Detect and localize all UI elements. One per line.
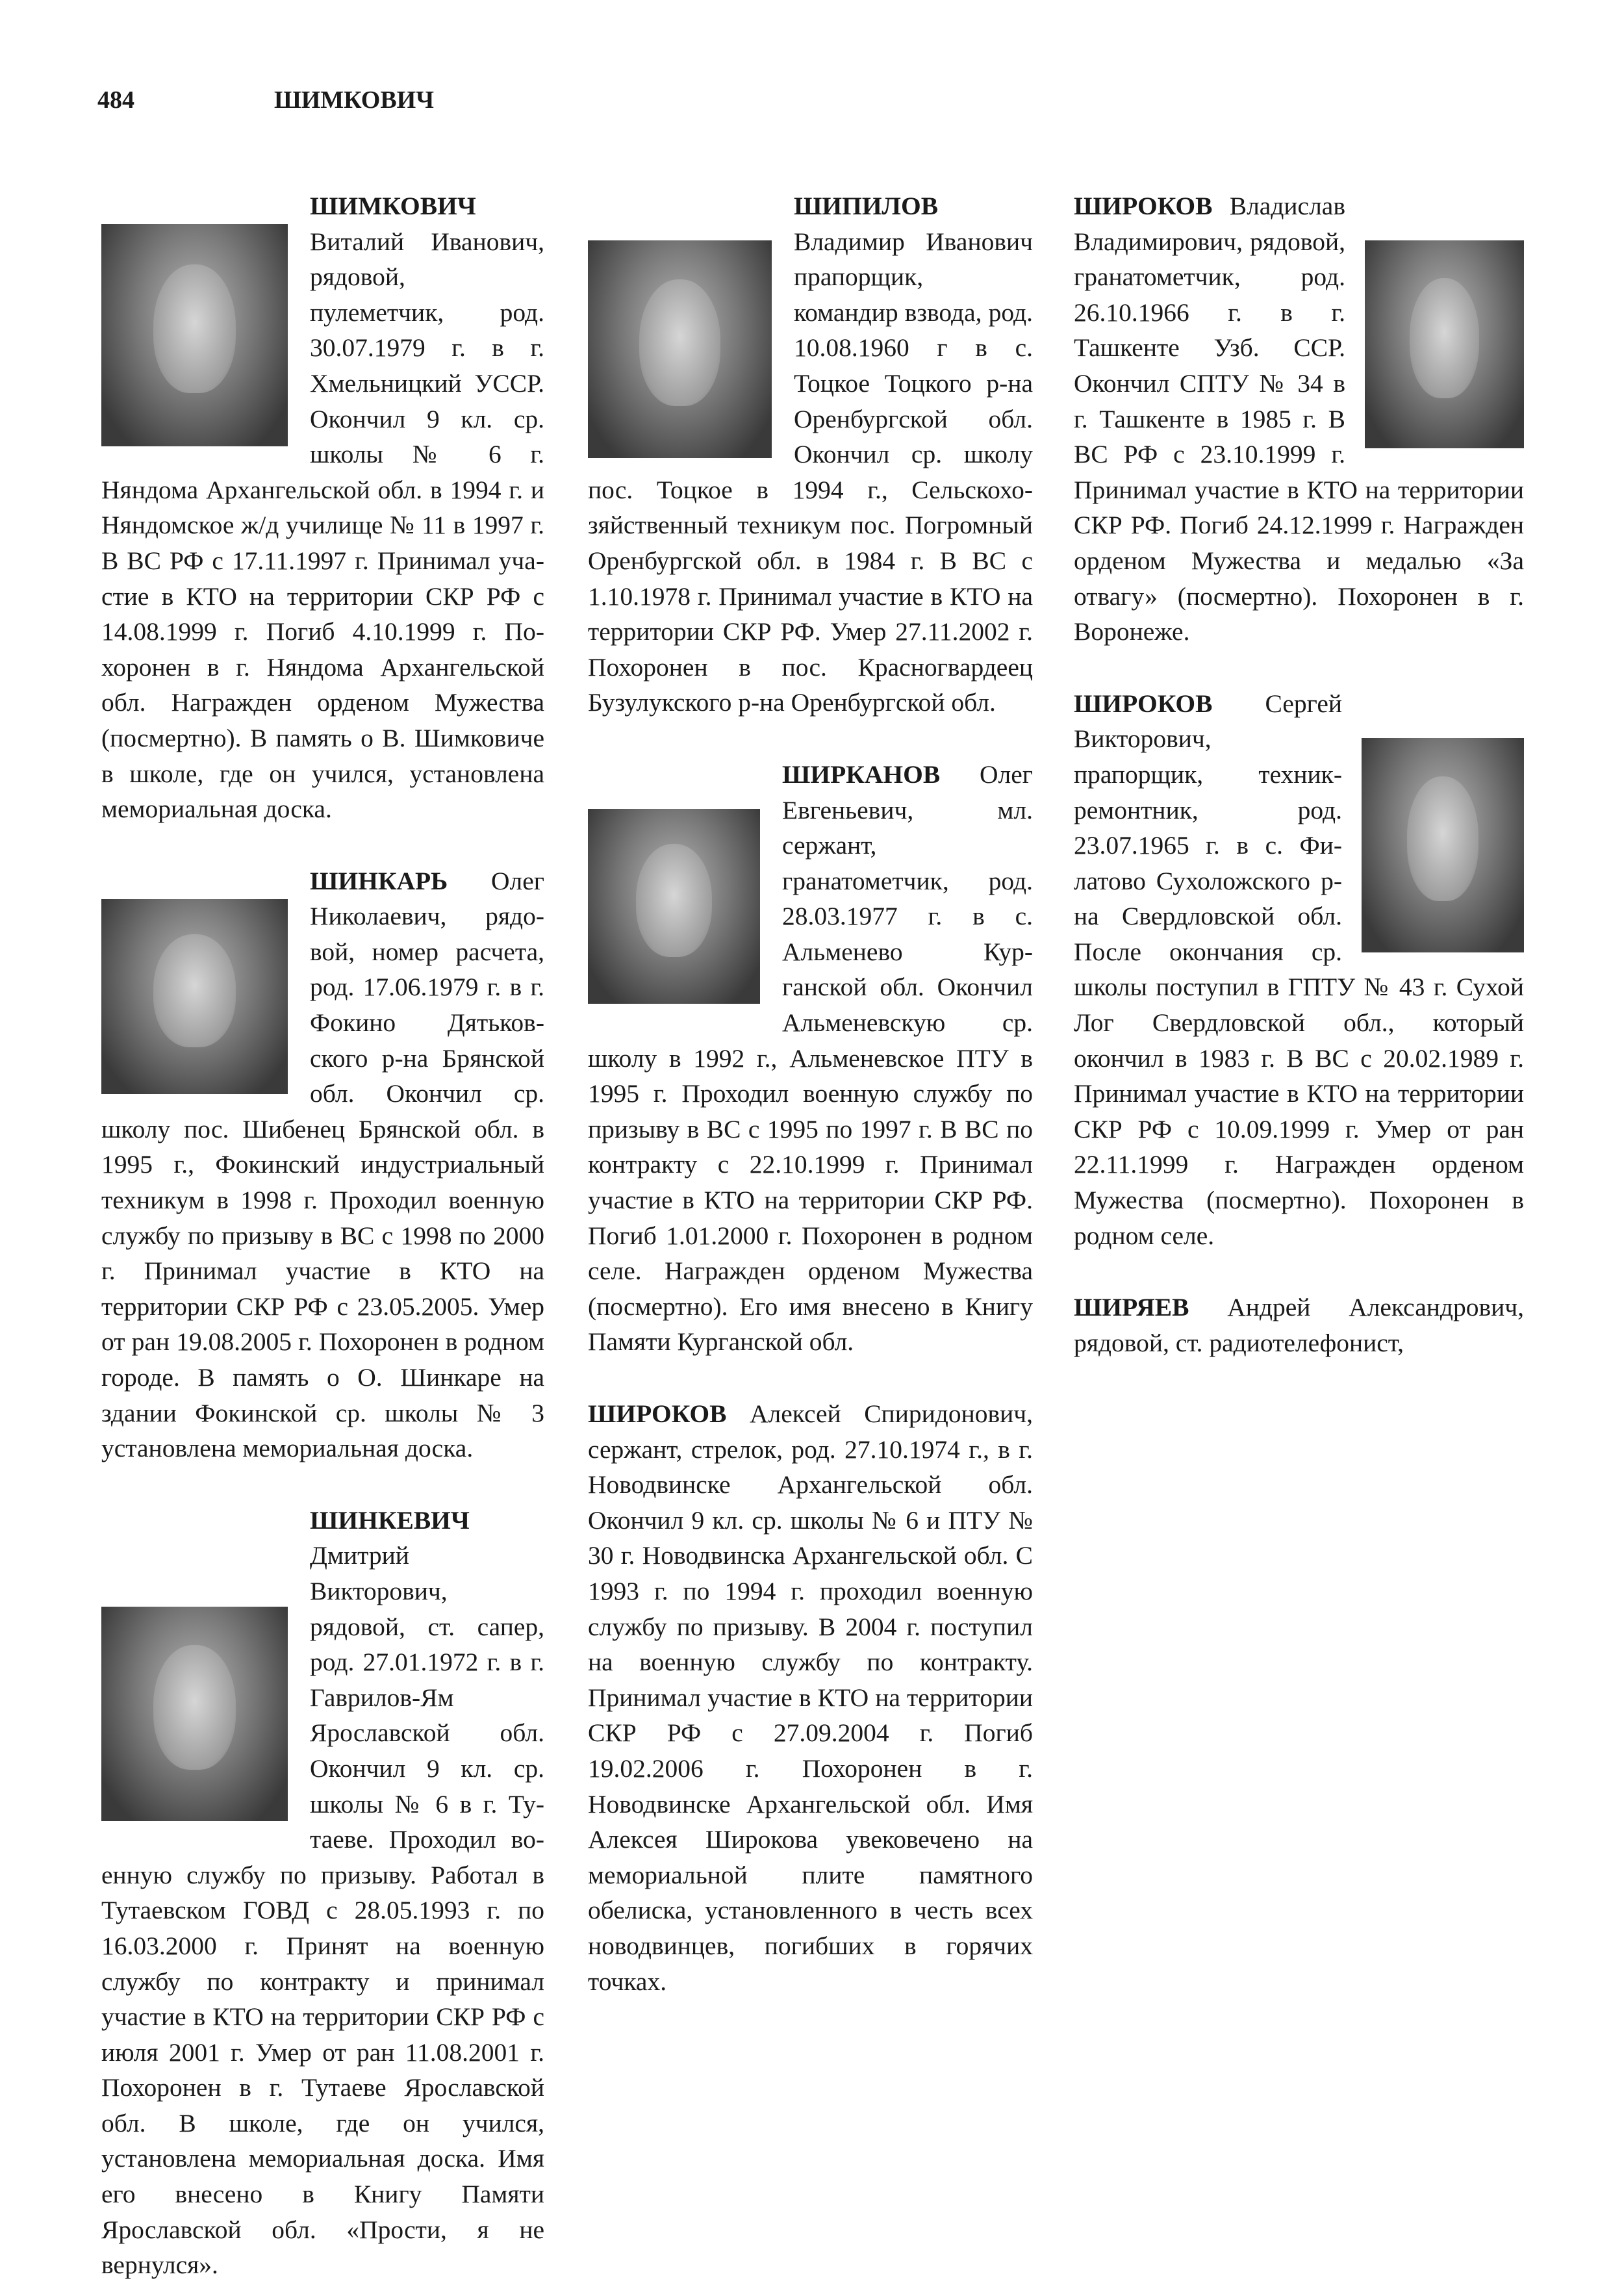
- entry-shirkanov: [588, 757, 1033, 1360]
- entry-paragraph: [101, 863, 544, 1466]
- column-1: [101, 188, 544, 2280]
- portrait-photo: [101, 899, 288, 1094]
- entry-text: Дмитрий Викторович, рядовой, ст. сапер, род. 27.01.1972 г. в г. Гаврилов-Ям Ярославской обл. Окончил 9 кл. ср. школы № 6 в г. Тутаеве. Проходил военную службу по призыву. Работал в Тутаевском ГОВД с 28.05.1993 г. по 16.03.2000 г. Принят на военную службу по контракту и принимал участие в КТО на территории СКР РФ с июля 2001 г. Умер от ран 11.08.2001 г. Похоронен в г. Тутаеве Ярославской обл. В школе, где он учился, установлена мемориальная доска. Имя его внесено в Книгу Памяти Ярославской обл. «Прости, я не вернулся».: [101, 1541, 544, 2280]
- entry-paragraph: [1074, 188, 1524, 650]
- entry-surname: ШИРКАНОВ: [782, 759, 941, 789]
- portrait-photo: [588, 809, 760, 1004]
- portrait-photo: [101, 224, 288, 446]
- page-number: 484: [97, 86, 134, 114]
- entry-surname: ШИРОКОВ: [1074, 192, 1213, 220]
- entry-paragraph: [1074, 686, 1524, 1254]
- entry-paragraph: [588, 1396, 1033, 1999]
- entry-surname: ШИРЯЕВ: [1074, 1293, 1189, 1322]
- running-title: ШИМКОВИЧ: [274, 86, 435, 114]
- entry-surname: ШИНКЕВИЧ: [310, 1505, 470, 1535]
- entry-text: Олег Евгеньевич, мл. сержант, гранатометчик, род. 28.03.1977 г. в с. Альменево Курганской обл. Окончил Альменевскую ср. школу в 1992 г., Альменевское ПТУ в 1995 г. Проходил военную службу по призыву в ВС с 1995 по 1997 г. В ВС по контракту с 22.10.1999 г. Принимал участие в КТО на территории СКР РФ. Погиб 1.01.2000 г. Похоронен в родном селе. Награжден орденом Мужества (посмертно). Его имя внесено в Книгу Памяти Курганской обл.: [588, 759, 1033, 1357]
- entry-text: Владислав Владимирович, рядовой, гранатометчик, род. 26.10.1966 г. в г. Ташкенте Узб. ССР. Окончил СПТУ № 34 в г. Ташкенте в 1985 г. В ВС РФ с 23.10.1999 г. Принимал участие в КТО на территории СКР РФ. Погиб 24.12.1999 г. Награжден орденом Мужества и медалью «За отвагу» (посмертно). Похоронен в г. Воронеже.: [1074, 192, 1524, 646]
- column-2: [588, 188, 1033, 2111]
- entry-surname: ШИПИЛОВ: [794, 192, 939, 220]
- entry-text: Сергей Викторович, прапорщик, техник-ремонтник, род. 23.07.1965 г. в с. Филатово Сухоложского р-на Свердловской обл. После окончания ср. школы поступил в ГПТУ № 43 г. Сухой Лог Свердловской обл., который окончил в 1983 г. В ВС с 20.02.1989 г. Принимал участие в КТО на территории СКР РФ с 10.09.1999 г. Умер от ран 22.11.1999 г. Награжден орденом Мужества (посмертно). Похоронен в родном селе.: [1074, 689, 1524, 1250]
- entry-paragraph: [101, 1503, 544, 2283]
- entry-shimkovich: [101, 188, 544, 827]
- entry-surname: ШИРОКОВ: [588, 1399, 727, 1428]
- entry-shiryaev: [1074, 1290, 1524, 1360]
- portrait-photo: [1362, 738, 1524, 952]
- portrait-photo: [101, 1607, 288, 1821]
- entry-text: Олег Николаевич, рядовой, номер расчета, род. 17.06.1979 г. в г. Фокино Дятьковского р-на Брянской обл. Окончил ср. школу пос. Шибенец Брянской обл. в 1995 г., Фокинский индустриальный техникум в 1998 г. Проходил военную службу по призыву в ВС с 1998 по 2000 г. Принимал участие в КТО на территории СКР РФ с 23.05.2005. Умер от ран 19.08.2005 г. Похоронен в родном городе. В память о О. Шинкаре на здании Фокинской ср. школы № 3 установлена мемориальная доска.: [101, 866, 544, 1463]
- entry-paragraph: [588, 188, 1033, 721]
- entry-text: Андрей Александрович, рядовой, ст. радиотелефонист,: [1074, 1293, 1524, 1357]
- entry-shirokov-vladislav: [1074, 188, 1524, 650]
- entry-surname: ШИМКОВИЧ: [310, 192, 476, 220]
- entry-shinkevich: [101, 1503, 544, 2283]
- entry-paragraph: [101, 188, 544, 827]
- entry-paragraph: [1074, 1290, 1524, 1360]
- entry-shinkar: [101, 863, 544, 1466]
- portrait-photo: [1365, 240, 1524, 448]
- entry-shirokov-sergey: [1074, 686, 1524, 1254]
- entry-surname: ШИНКАРЬ: [310, 866, 448, 895]
- entry-shipilov: [588, 188, 1033, 721]
- entry-paragraph: [588, 757, 1033, 1360]
- entry-text: Виталий Иванович, рядовой, пулеметчик, род. 30.07.1979 г. в г. Хмельницкий УССР. Окончил 9 кл. ср. школы № 6 г. Няндома Архангельской обл. в 1994 г. и Няндомское ж/д училище № 11 в 1997 г. В ВС РФ с 17.11.1997 г. Принимал участие в КТО на территории СКР РФ с 14.08.1999 г. Погиб 4.10.1999 г. Похоронен в г. Няндома Архангельской обл. Награжден орденом Мужества (посмертно). В память о В. Шимковиче в школе, где он учился, установлена мемориальная доска.: [101, 227, 544, 824]
- entry-shirokov-aleksey: [588, 1396, 1033, 1999]
- portrait-photo: [588, 240, 772, 458]
- entry-text: Алексей Спиридонович, сержант, стрелок, род. 27.10.1974 г., в г. Новодвинске Архангельской обл. Окончил 9 кл. ср. школы № 6 и ПТУ № 30 г. Новодвинска Архангельской обл. С 1993 г. по 1994 г. проходил военную службу по призыву. В 2004 г. поступил на военную службу по контракту. Принимал участие в КТО на территории СКР РФ с 27.09.2004 г. Погиб 19.02.2006 г. Похоронен в г. Новодвинске Архангельской обл. Имя Алексея Широкова увековечено на мемориальной плите памятного обелиска, установленного в честь всех новодвинцев, погибших в горячих точках.: [588, 1399, 1033, 1996]
- entry-surname: ШИРОКОВ: [1074, 689, 1213, 718]
- column-3: [1074, 188, 1524, 2111]
- entry-text: Владимир Иванович прапорщик, командир взвода, род. 10.08.1960 г в с. Тоцкое Тоцкого р-на Оренбургской обл. Окончил ср. школу пос. Тоцкое в 1994 г., Сельскохозяйственный техникум пос. Погромный Оренбургской обл. в 1984 г. В ВС с 1.10.1978 г. Принимал участие в КТО на территории СКР РФ. Умер 27.11.2002 г. Похоронен в пос. Красногвардеец Бузулукского р-на Оренбургской обл.: [588, 227, 1033, 717]
- page-header: [97, 81, 434, 120]
